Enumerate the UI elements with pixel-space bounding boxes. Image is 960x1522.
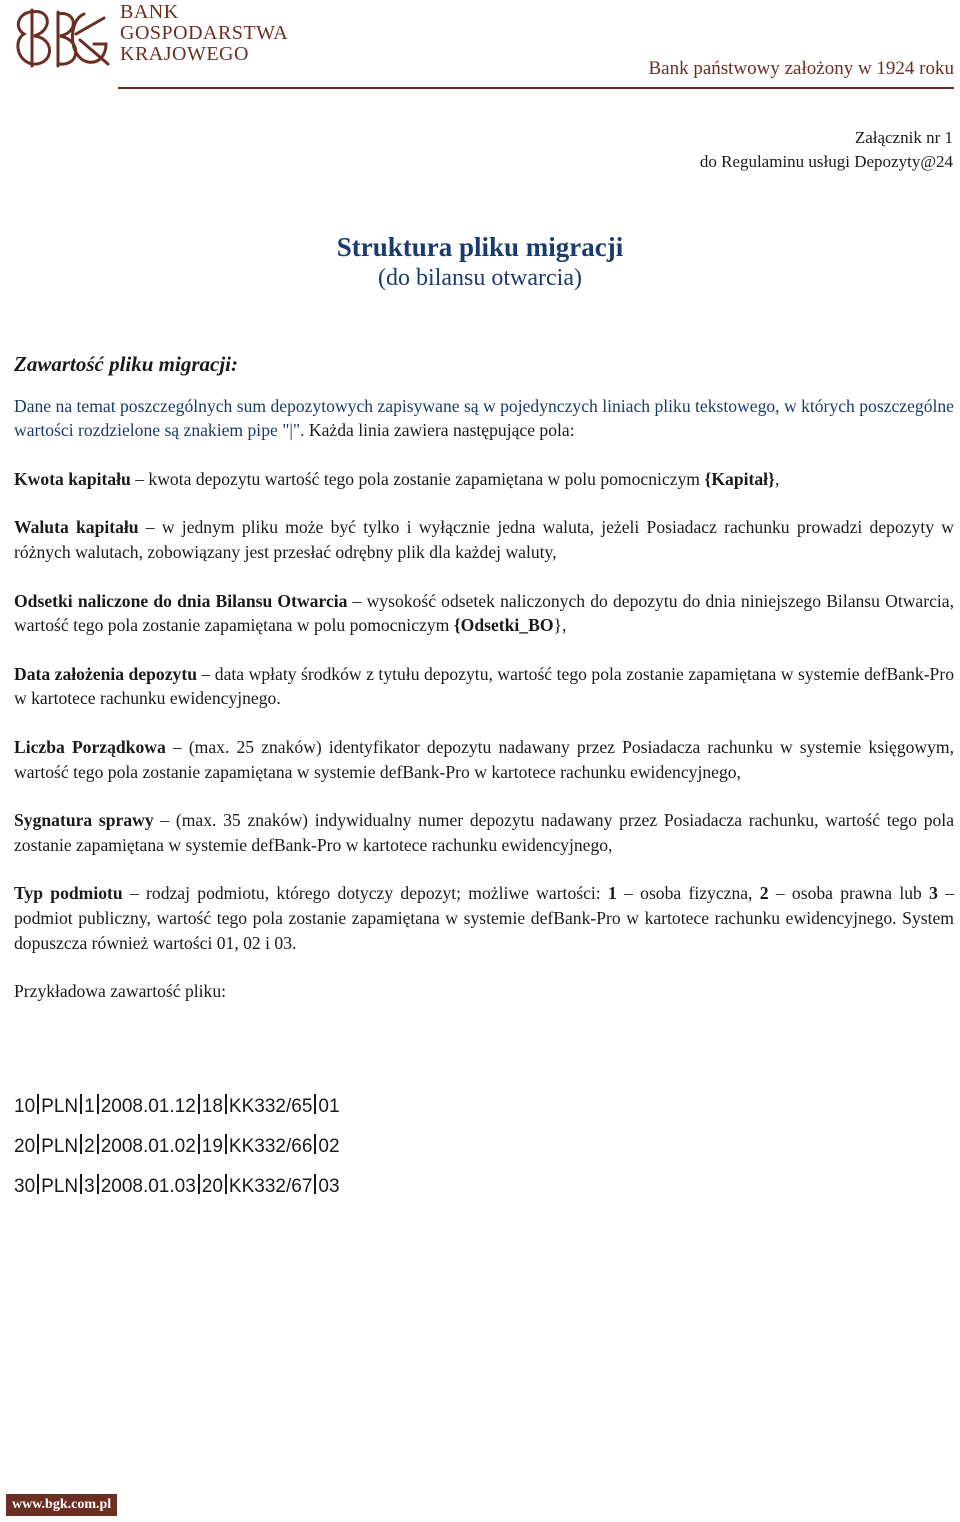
example-cell: PLN	[41, 1096, 79, 1117]
bank-name-line-2: GOSPODARSTWA	[120, 22, 289, 44]
field-name: Sygnatura sprawy	[14, 810, 154, 831]
field-liczba-porzadkowa	[14, 735, 954, 784]
field-sygnatura	[14, 808, 954, 857]
type-part-2: – osoba fizyczna,	[616, 883, 760, 904]
type-part-4: – podmiot publiczny, wartość tego pola zostanie zapamiętana w systemie defBank-Pro w kartotece rachunku ewidencyjnego. System dopuszcza również wartości 01, 02 i 03.	[14, 883, 954, 953]
field-name: Data założenia depozytu	[14, 663, 197, 684]
pipe-separator	[225, 1094, 227, 1114]
intro-text-2: Każda linia zawiera następujące pola:	[304, 420, 575, 441]
example-row	[14, 1132, 340, 1172]
intro-paragraph	[14, 394, 954, 443]
annex-reference	[700, 126, 953, 174]
document-title	[0, 232, 960, 294]
field-desc: – w jednym pliku może być tylko i wyłącznie jedna waluta, jeżeli Posiadacz rachunku prowadzi depozyty w różnych walutach, zobowiązany jest przesłać odrębny plik dla każdej waluty,	[14, 517, 954, 562]
example-cell: 30	[14, 1176, 36, 1197]
field-name: Kwota kapitału	[14, 468, 131, 489]
title-main: Struktura pliku migracji	[336, 232, 624, 262]
type-part-3: – osoba prawna lub	[768, 883, 930, 904]
field-desc: – wysokość odsetek naliczonych do depozytu do dnia niniejszego Bilansu Otwarcia, wartość tego pola zostanie zapamiętana w polu pomocniczym	[14, 590, 954, 636]
field-tail: ,	[774, 468, 780, 489]
example-cell: KK332/65	[228, 1096, 313, 1117]
footer-website-link[interactable]: www.bgk.com.pl	[6, 1494, 117, 1516]
field-tail: },	[553, 615, 567, 636]
page-header	[0, 0, 960, 95]
bank-tagline: Bank państwowy założony w 1924 roku	[648, 58, 954, 79]
field-desc: – kwota depozytu wartość tego pola zostanie zapamiętana w polu pomocniczym	[130, 468, 705, 489]
pipe-separator	[314, 1094, 316, 1114]
field-odsetki	[14, 589, 954, 638]
field-tag: {Odsetki_BO	[453, 615, 554, 636]
pipe-separator	[198, 1174, 200, 1194]
pipe-separator	[198, 1134, 200, 1154]
example-cell: 2008.01.02	[100, 1136, 196, 1157]
field-name: Waluta kapitału	[14, 517, 139, 538]
bank-name-line-1: BANK	[120, 1, 179, 23]
pipe-separator	[198, 1094, 200, 1114]
section-heading: Zawartość pliku migracji:	[14, 352, 239, 376]
field-tag: {Kapitał}	[704, 468, 775, 489]
bgk-logo-icon	[10, 4, 114, 77]
field-desc: – data wpłaty środków z tytułu depozytu, wartość tego pola zostanie zapamiętana w systemie defBank-Pro w kartotece rachunku ewidencyjnego.	[14, 663, 954, 709]
field-data-zalozenia	[14, 662, 954, 711]
field-typ-podmiotu	[14, 881, 954, 955]
field-name: Typ podmiotu	[14, 883, 123, 904]
title-sub: (do bilansu otwarcia)	[378, 265, 582, 291]
example-cell: 20	[14, 1136, 36, 1157]
pipe-separator	[80, 1134, 82, 1154]
example-cell: KK332/66	[228, 1136, 313, 1157]
annex-regulation: do Regulaminu usługi Depozyty@24	[699, 152, 953, 171]
field-waluta	[14, 515, 954, 564]
pipe-separator	[225, 1134, 227, 1154]
pipe-separator	[97, 1134, 99, 1154]
example-cell: 1	[84, 1096, 95, 1117]
example-cell: 19	[201, 1136, 223, 1157]
pipe-separator	[97, 1094, 99, 1114]
type-part-1: – rodzaj podmiotu, którego dotyczy depozyt; możliwe wartości:	[122, 883, 608, 904]
pipe-separator	[314, 1134, 316, 1154]
field-name: Liczba Porządkowa	[14, 736, 166, 757]
pipe-separator	[37, 1174, 39, 1194]
pipe-separator	[97, 1174, 99, 1194]
type-value-3: 3	[929, 883, 938, 904]
example-label: Przykładowa zawartość pliku:	[14, 981, 227, 1002]
example-row	[14, 1092, 340, 1132]
pipe-separator	[225, 1174, 227, 1194]
annex-number: Załącznik nr 1	[854, 128, 953, 147]
example-cell: 18	[201, 1096, 223, 1117]
example-cell: PLN	[41, 1136, 79, 1157]
example-cell: 01	[318, 1096, 340, 1117]
pipe-separator	[37, 1094, 39, 1114]
document-body	[14, 352, 954, 1028]
example-row	[14, 1172, 340, 1212]
intro-text-1: Dane na temat poszczególnych sum depozytowych zapisywane są w pojedynczych liniach pliku tekstowego, w których poszczególne wartości rozdzielone są znakiem pipe "|".	[14, 395, 954, 441]
example-cell: 03	[318, 1176, 340, 1197]
field-name: Odsetki naliczone do dnia Bilansu Otwarcia	[14, 590, 348, 611]
type-value-1: 1	[607, 883, 617, 904]
pipe-separator	[37, 1134, 39, 1154]
bank-name-line-3: KRAJOWEGO	[120, 43, 249, 65]
field-desc: – (max. 25 znaków) identyfikator depozytu nadawany przez Posiadacza rachunku w systemie księgowym, wartość tego pola zostanie zapamiętana w systemie defBank-Pro w kartotece rachunku ewidencyjnego,	[14, 736, 954, 782]
example-cell: 10	[14, 1096, 36, 1117]
example-cell: 2008.01.12	[100, 1096, 196, 1117]
pipe-separator	[314, 1174, 316, 1194]
pipe-separator	[80, 1174, 82, 1194]
example-cell: 3	[84, 1176, 95, 1197]
bank-name	[120, 2, 288, 65]
example-cell: 02	[318, 1136, 340, 1157]
header-divider	[118, 87, 954, 89]
example-cell: 20	[201, 1176, 223, 1197]
example-cell: KK332/67	[228, 1176, 313, 1197]
example-cell: 2008.01.03	[100, 1176, 196, 1197]
example-cell: 2	[84, 1136, 95, 1157]
example-cell: PLN	[41, 1176, 79, 1197]
type-value-2: 2	[759, 883, 769, 904]
field-kwota	[14, 467, 954, 492]
example-rows	[14, 1092, 340, 1212]
pipe-separator	[80, 1094, 82, 1114]
field-desc: – (max. 35 znaków) indywidualny numer depozytu nadawany przez Posiadacza rachunku, wartość tego pola zostanie zapamiętana w systemie defBank-Pro w kartotece rachunku ewidencyjnego,	[14, 810, 955, 855]
